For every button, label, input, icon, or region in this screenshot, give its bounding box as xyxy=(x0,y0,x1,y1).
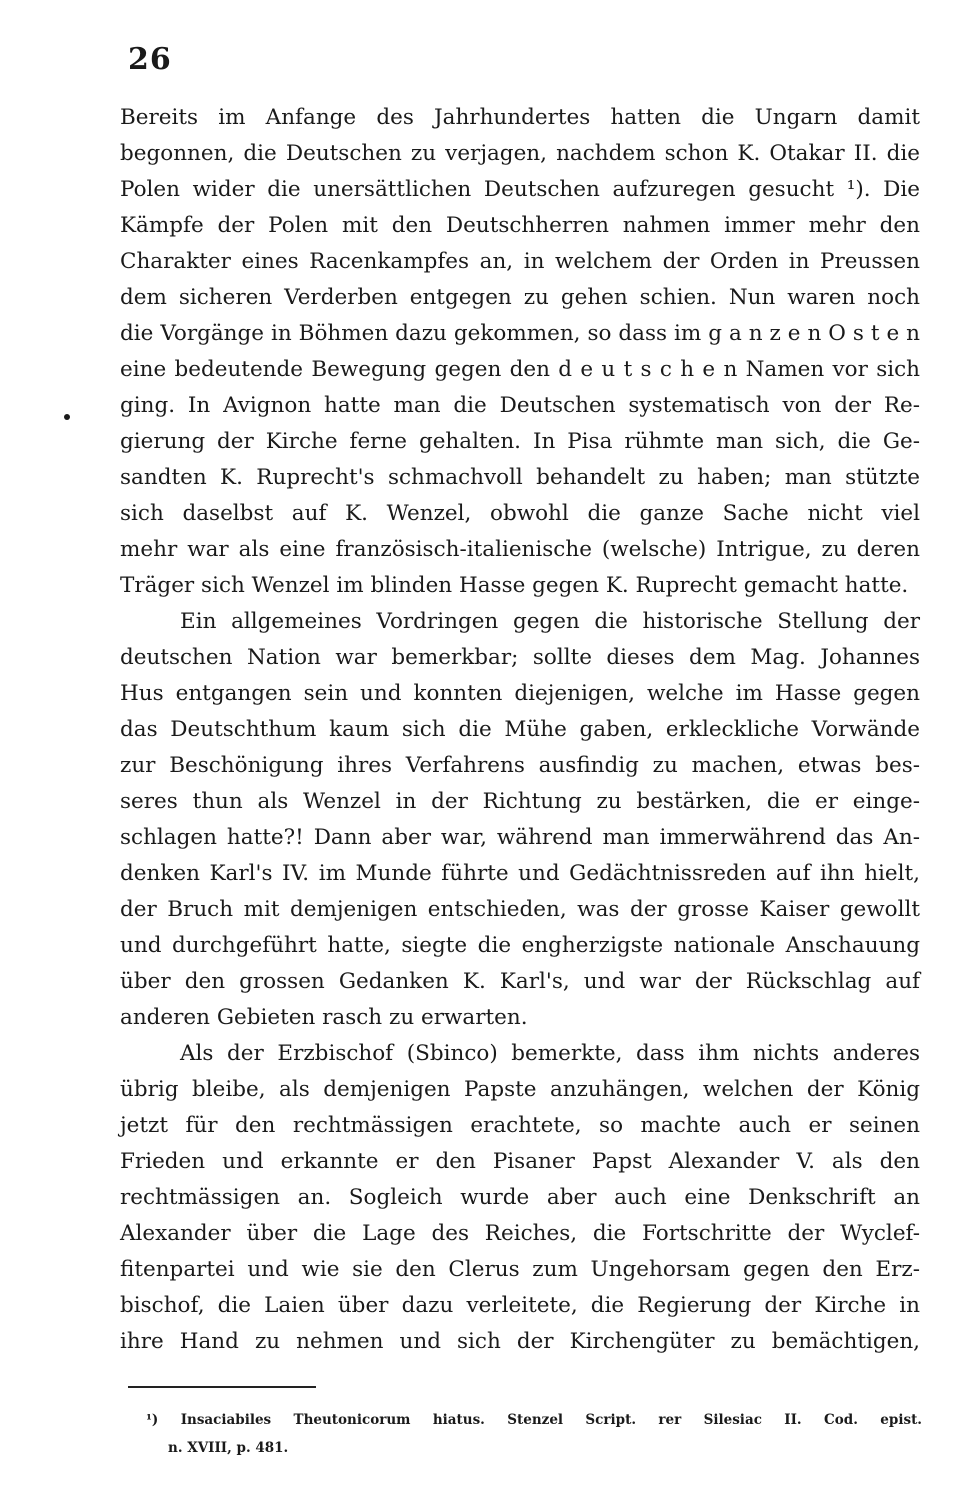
text-line: begonnen, die Deutschen zu verjagen, nachdem schon K. Otakar II. die xyxy=(120,141,920,166)
text-line: seres thun als Wenzel in der Richtung zu bestärken, die er einge- xyxy=(120,789,920,814)
text-line: Als der Erzbischof (Sbinco) bemerkte, dass ihm nichts anderes xyxy=(180,1041,920,1066)
text-line: fitenpartei und wie sie den Clerus zum Ungehorsam gegen den Erz- xyxy=(120,1257,920,1282)
footnote-divider xyxy=(128,1386,316,1388)
footnotes xyxy=(146,1406,922,1462)
text-line: und durchgeführt hatte, siegte die engherzigste nationale Anschauung xyxy=(120,933,920,958)
text-line: sich daselbst auf K. Wenzel, obwohl die ganze Sache nicht viel xyxy=(120,501,920,526)
text-line: Bereits im Anfange des Jahrhundertes hatten die Ungarn damit xyxy=(120,105,920,130)
text-line: Alexander über die Lage des Reiches, die Fortschritte der Wyclef- xyxy=(120,1221,920,1246)
main-text xyxy=(120,100,920,1360)
text-line: mehr war als eine französisch-italienische (welsche) Intrigue, zu deren xyxy=(120,537,920,562)
text-line: rechtmässigen an. Sogleich wurde aber auch eine Denkschrift an xyxy=(120,1185,920,1210)
footnote-line: ¹) Insaciabiles Theutonicorum hiatus. Stenzel Script. rer Silesiac II. Cod. epist. xyxy=(146,1412,922,1428)
text-line: gierung der Kirche ferne gehalten. In Pisa rühmte man sich, die Ge- xyxy=(120,429,920,454)
margin-mark xyxy=(64,414,70,420)
text-line: Kämpfe der Polen mit den Deutschherren nahmen immer mehr den xyxy=(120,213,920,238)
text-line: denken Karl's IV. im Munde führte und Gedächtnissreden auf ihn hielt, xyxy=(120,861,920,886)
text-line: zur Beschönigung ihres Verfahrens ausfindig zu machen, etwas bes- xyxy=(120,753,920,778)
footnote-line: n. XVIII, p. 481. xyxy=(168,1440,289,1456)
text-line: Ein allgemeines Vordringen gegen die historische Stellung der xyxy=(180,609,920,634)
text-line: übrig bleibe, als demjenigen Papste anzuhängen, welchen der König xyxy=(120,1077,920,1102)
text-line: jetzt für den rechtmässigen erachtete, so machte auch er seinen xyxy=(120,1113,920,1138)
text-line: bischof, die Laien über dazu verleitete, die Regierung der Kirche in xyxy=(120,1293,920,1318)
text-line: anderen Gebieten rasch zu erwarten. xyxy=(120,1005,528,1030)
text-line: über den grossen Gedanken K. Karl's, und war der Rückschlag auf xyxy=(120,969,920,994)
text-line: das Deutschthum kaum sich die Mühe gaben, erkleckliche Vorwände xyxy=(120,717,920,742)
text-line: der Bruch mit demjenigen entschieden, was der grosse Kaiser gewollt xyxy=(120,897,920,922)
text-line: die Vorgänge in Böhmen dazu gekommen, so dass im g a n z e n O s t e n xyxy=(120,321,920,346)
text-line: ging. In Avignon hatte man die Deutschen systematisch von der Re- xyxy=(120,393,920,418)
text-line: Charakter eines Racenkampfes an, in welchem der Orden in Preussen xyxy=(120,249,920,274)
text-line: sandten K. Ruprecht's schmachvoll behandelt zu haben; man stützte xyxy=(120,465,920,490)
page-number: 26 xyxy=(128,42,172,77)
text-line: Frieden und erkannte er den Pisaner Papst Alexander V. als den xyxy=(120,1149,920,1174)
text-line: Träger sich Wenzel im blinden Hasse gegen K. Ruprecht gemacht hatte. xyxy=(120,573,909,598)
text-line: ihre Hand zu nehmen und sich der Kirchengüter zu bemächtigen, xyxy=(120,1329,920,1354)
text-line: dem sicheren Verderben entgegen zu gehen schien. Nun waren noch xyxy=(120,285,920,310)
text-line: Polen wider die unersättlichen Deutschen aufzuregen gesucht ¹). Die xyxy=(120,177,920,202)
text-line: deutschen Nation war bemerkbar; sollte dieses dem Mag. Johannes xyxy=(120,645,920,670)
text-line: eine bedeutende Bewegung gegen den d e u t s c h e n Namen vor sich xyxy=(120,357,920,382)
text-line: Hus entgangen sein und konnten diejenigen, welche im Hasse gegen xyxy=(120,681,920,706)
text-line: schlagen hatte?! Dann aber war, während man immerwährend das An- xyxy=(120,825,920,850)
